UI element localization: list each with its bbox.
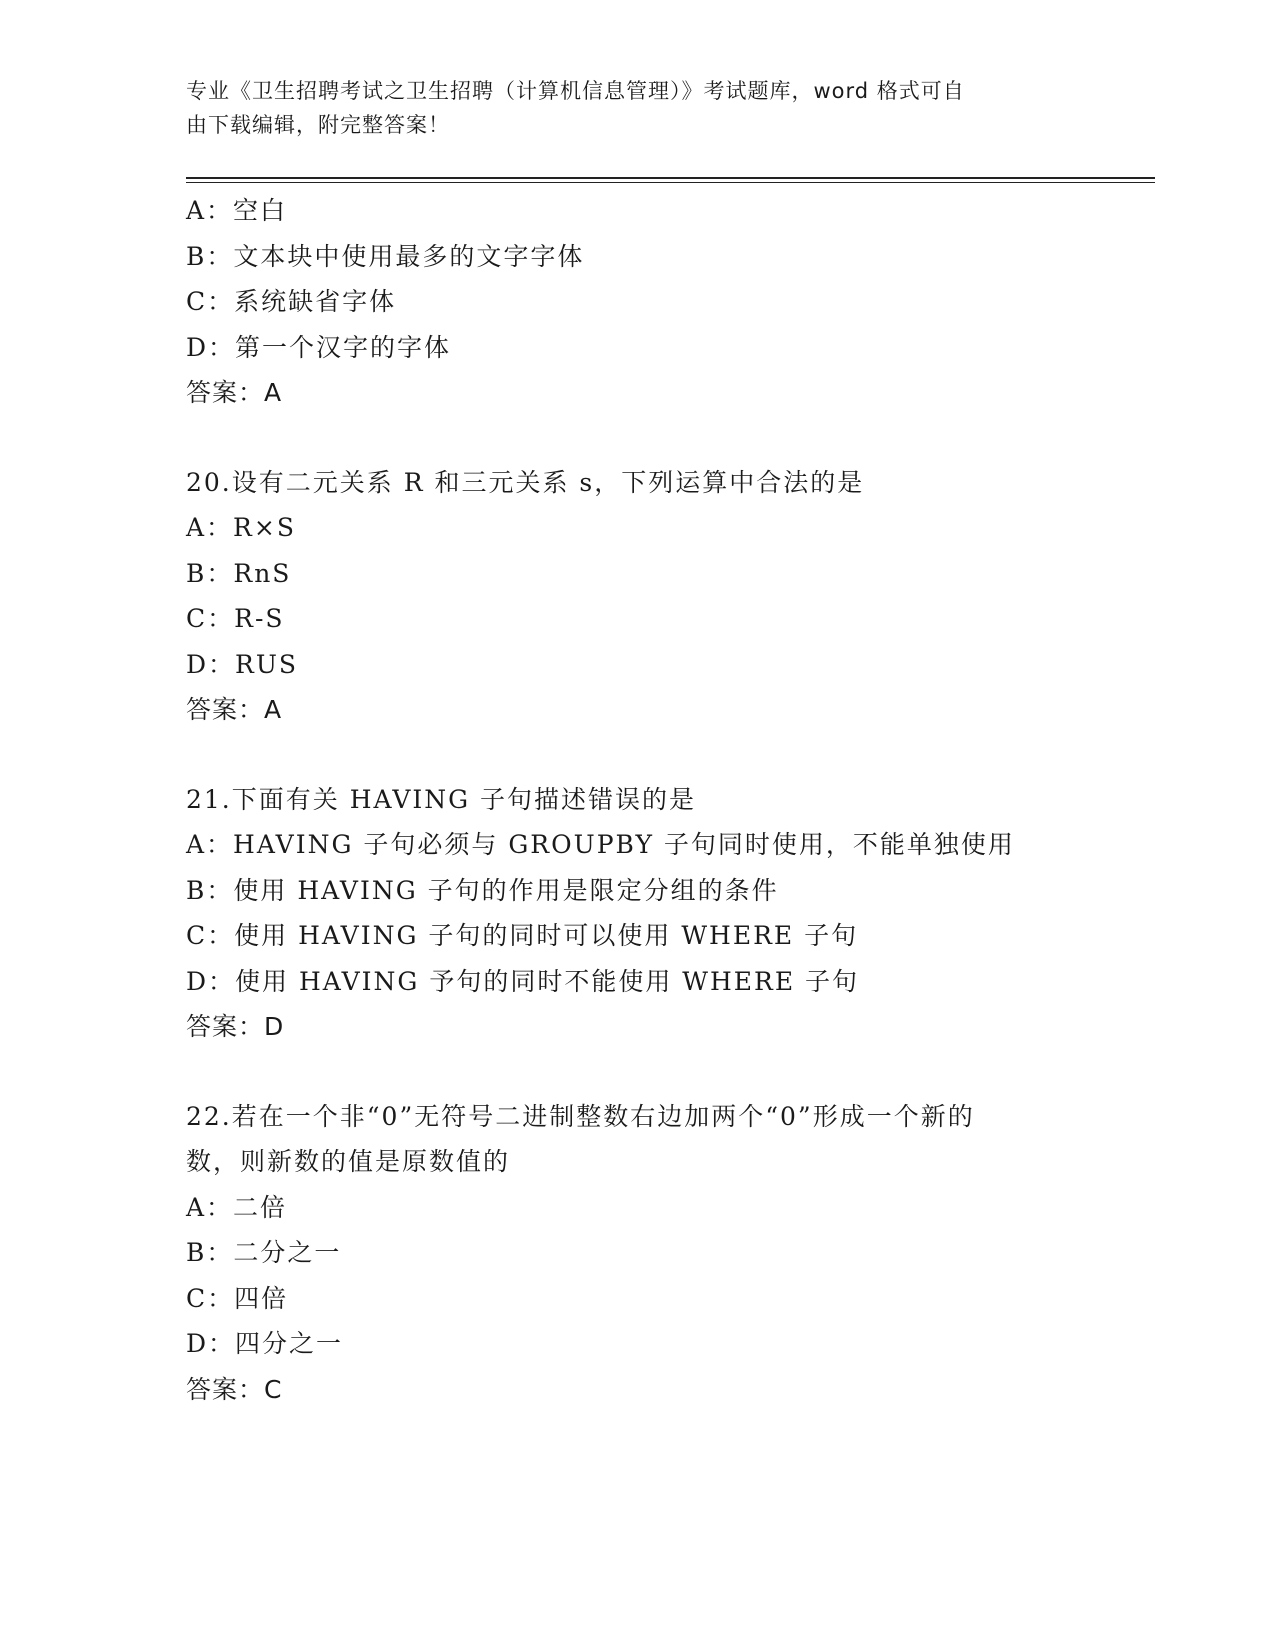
spacer: [186, 1050, 1155, 1094]
spacer: [186, 733, 1155, 777]
question-block-20: [186, 460, 1155, 733]
answer-label: 答案：A: [186, 695, 283, 724]
header-line-2: 由下载编辑，附完整答案！: [186, 113, 450, 137]
option-b: B：使用 HAVING 子句的作用是限定分组的条件: [186, 875, 779, 905]
question-block-19: [186, 188, 1155, 416]
answer-label: 答案：D: [186, 1012, 285, 1041]
option-b: B：文本块中使用最多的文字字体: [186, 241, 585, 271]
question-stem: 21.下面有关 HAVING 子句描述错误的是: [186, 784, 697, 814]
spacer: [186, 416, 1155, 460]
option-d: D：四分之一: [186, 1329, 344, 1358]
answer-label: 答案：C: [186, 1374, 283, 1404]
answer-label: 答案：A: [186, 378, 283, 407]
option-a: A：HAVING 子句必须与 GROUPBY 子句同时使用，不能单独使用: [186, 830, 1015, 859]
header-divider: [186, 177, 1155, 183]
question-stem: 20.设有二元关系 R 和三元关系 s，下列运算中合法的是: [186, 467, 865, 497]
question-stem-line-2: 数，则新数的值是原数值的: [186, 1147, 511, 1176]
option-a: A：R×S: [186, 513, 296, 542]
option-c: C：R-S: [186, 604, 285, 633]
question-list: [186, 188, 1155, 1412]
option-c: C：使用 HAVING 子句的同时可以使用 WHERE 子句: [186, 921, 859, 950]
option-d: D：RUS: [186, 649, 299, 679]
question-block-22: [186, 1094, 1155, 1413]
header-line-1: 专业《卫生招聘考试之卫生招聘（计算机信息管理）》考试题库，word 格式可自: [186, 79, 965, 103]
option-a: A：空白: [186, 196, 288, 225]
option-c: C：四倍: [186, 1283, 289, 1313]
option-d: D：第一个汉字的字体: [186, 332, 452, 362]
option-a: A：二倍: [186, 1192, 288, 1222]
document-header: [186, 74, 1086, 142]
question-block-21: [186, 777, 1155, 1050]
option-b: B：RnS: [186, 558, 292, 588]
option-d: D：使用 HAVING 予句的同时不能使用 WHERE 子句: [186, 966, 860, 996]
option-b: B：二分之一: [186, 1238, 342, 1267]
question-stem-line-1: 22.若在一个非“0”无符号二进制整数右边加两个“0”形成一个新的: [186, 1101, 975, 1131]
option-c: C：系统缺省字体: [186, 287, 397, 316]
